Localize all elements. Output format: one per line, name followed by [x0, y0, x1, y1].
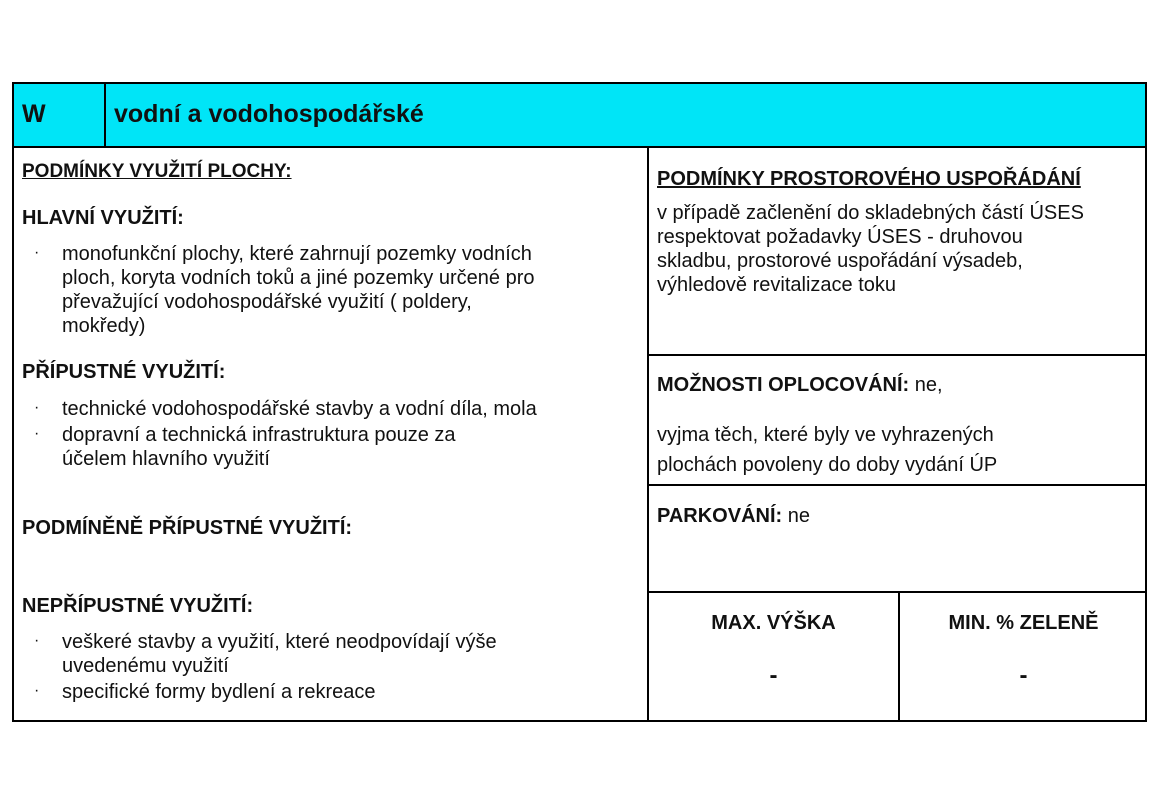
min-green-label: MIN. % ZELENĚ: [948, 612, 1099, 634]
spatial-title: PODMÍNKY PROSTOROVÉHO USPOŘÁDÁNÍ: [657, 168, 1081, 190]
list-bullet: ·: [34, 632, 40, 649]
fencing-title: MOŽNOSTI OPLOCOVÁNÍ:: [657, 374, 910, 396]
max-height-value: -: [769, 662, 778, 689]
conditions-title: PODMÍNKY VYUŽITÍ PLOCHY:: [22, 161, 292, 182]
spatial-text-line: výhledově revitalizace toku: [657, 274, 897, 296]
list-item-line: technické vodohospodářské stavby a vodní díla, mola: [62, 398, 537, 420]
list-item-line: veškeré stavby a využití, které neodpovídají výše: [62, 631, 497, 653]
list-item-line: uvedenému využití: [62, 655, 229, 677]
list-item-line: dopravní a technická infrastruktura pouze za: [62, 424, 456, 446]
column-divider: [647, 146, 649, 722]
max-height-label: MAX. VÝŠKA: [711, 612, 836, 634]
list-item: [62, 397, 537, 421]
list-item-line: ploch, koryta vodních toků a jiné pozemky určené pro: [62, 267, 535, 289]
table-header: [14, 84, 1145, 148]
zone-code: W: [14, 84, 106, 146]
row-divider-spatial: [649, 354, 1147, 356]
spatial-text: [657, 201, 1084, 297]
min-green-value: -: [1019, 662, 1028, 689]
fencing-text-line: vyjma těch, které byly ve vyhrazených: [657, 424, 994, 446]
zone-name: vodní a vodohospodářské: [114, 100, 424, 128]
list-item: [62, 680, 375, 704]
row-divider-fencing: [649, 484, 1147, 486]
list-bullet: ·: [34, 399, 40, 416]
parking-row: [657, 504, 810, 528]
zoning-table: [12, 82, 1147, 722]
fencing-text-line: plochách povoleny do doby vydání ÚP: [657, 454, 998, 476]
spatial-text-line: respektovat požadavky ÚSES - druhovou: [657, 226, 1023, 248]
fencing-row: [657, 373, 943, 397]
list-bullet: ·: [34, 682, 40, 699]
main-use-title: HLAVNÍ VYUŽITÍ:: [22, 207, 184, 229]
list-item-line: specifické formy bydlení a rekreace: [62, 681, 376, 703]
list-item-line: účelem hlavního využití: [62, 448, 270, 470]
list-item-line: monofunkční plochy, které zahrnují pozemky vodních: [62, 243, 532, 265]
fencing-text: [657, 420, 997, 480]
spatial-text-line: v případě začlenění do skladebných částí ÚSES: [657, 202, 1084, 224]
parking-title: PARKOVÁNÍ:: [657, 505, 783, 527]
parking-value: ne: [782, 505, 810, 527]
list-item: [62, 423, 456, 471]
forbidden-use-title: NEPŘÍPUSTNÉ VYUŽITÍ:: [22, 595, 254, 617]
list-bullet: ·: [34, 425, 40, 442]
spatial-text-line: skladbu, prostorové uspořádání výsadeb,: [657, 250, 1023, 272]
list-bullet: ·: [34, 244, 40, 261]
list-item-line: mokředy): [62, 315, 146, 337]
list-item: [62, 242, 534, 338]
fencing-value: ne,: [909, 374, 943, 396]
permitted-use-title: PŘÍPUSTNÉ VYUŽITÍ:: [22, 361, 226, 383]
list-item-line: převažující vodohospodářské využití ( poldery,: [62, 291, 472, 313]
conditional-use-title: PODMÍNĚNĚ PŘÍPUSTNÉ VYUŽITÍ:: [22, 517, 353, 539]
list-item: [62, 630, 497, 678]
